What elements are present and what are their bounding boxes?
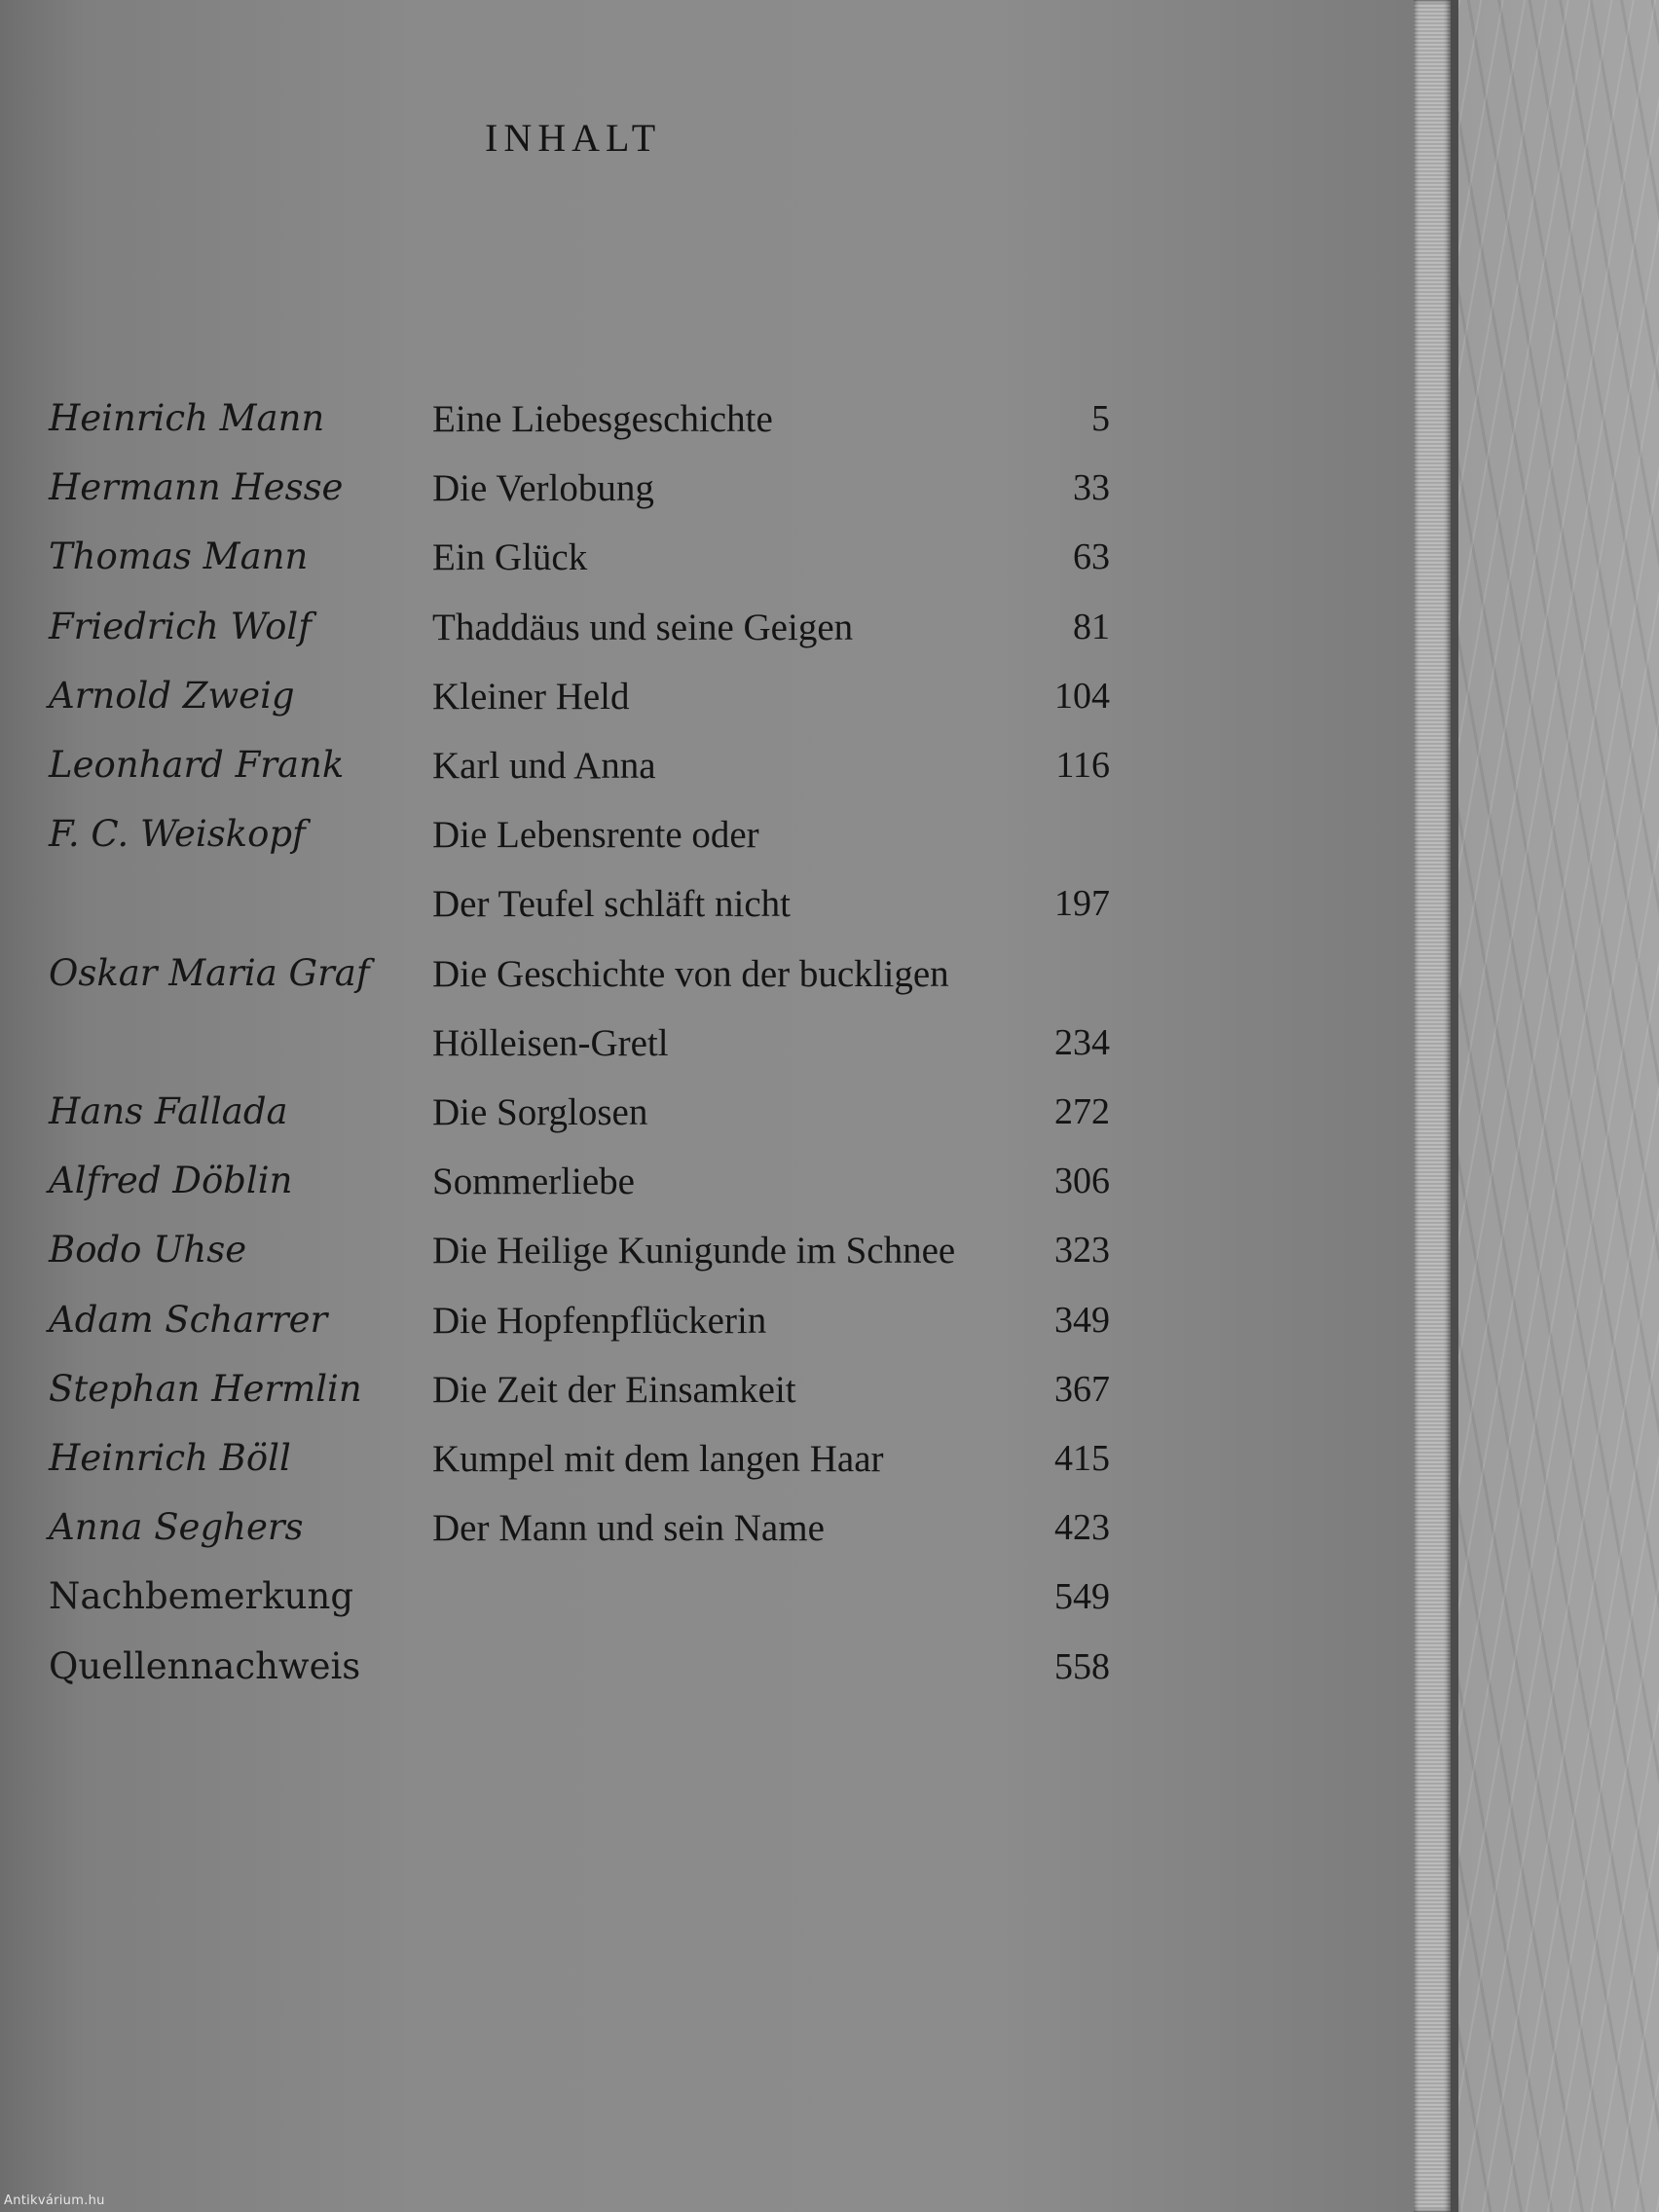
toc-author: F. C. Weiskopf (49, 813, 306, 855)
toc-author: Hans Fallada (49, 1090, 288, 1132)
watermark: Antikvárium.hu (4, 2194, 105, 2208)
toc-work-title: Thaddäus und seine Geigen (432, 607, 854, 648)
toc-author: Alfred Döblin (49, 1160, 293, 1201)
toc-entry (0, 1160, 1414, 1229)
toc-entry (0, 1090, 1414, 1160)
toc-entry (0, 1645, 1414, 1714)
toc-author: Bodo Uhse (49, 1229, 247, 1271)
toc-author: Thomas Mann (49, 535, 309, 577)
toc-page-number: 234 (1054, 1022, 1110, 1063)
toc-page-number: 104 (1054, 676, 1110, 717)
toc-entry (0, 1575, 1414, 1644)
toc-page-number: 81 (1073, 607, 1110, 647)
toc-entry (0, 813, 1414, 882)
book-page-edge (1414, 0, 1451, 2212)
toc-work-title: Die Heilige Kunigunde im Schnee (432, 1230, 956, 1272)
toc-entry (0, 535, 1414, 605)
page-edge-shadow (1451, 0, 1458, 2212)
toc-entry (0, 606, 1414, 675)
toc-page-number: 5 (1091, 398, 1110, 439)
toc-entry (0, 466, 1414, 535)
toc-author: Heinrich Böll (49, 1437, 291, 1479)
toc-page-number: 558 (1054, 1646, 1110, 1687)
toc-author: Friedrich Wolf (49, 606, 312, 647)
toc-page-number: 367 (1054, 1369, 1110, 1410)
toc-author: Adam Scharrer (49, 1299, 328, 1341)
toc-section-label: Quellennachweis (49, 1645, 361, 1687)
toc-page-number: 423 (1054, 1507, 1110, 1548)
toc-author: Anna Seghers (49, 1506, 304, 1548)
toc-work-title: Hölleisen-Gretl (432, 1022, 669, 1064)
toc-entry (0, 1437, 1414, 1506)
toc-page-number: 415 (1054, 1438, 1110, 1479)
toc-entry (0, 1299, 1414, 1368)
toc-entry (0, 744, 1414, 813)
toc-author: Stephan Hermlin (49, 1368, 362, 1410)
toc-page-number: 549 (1054, 1576, 1110, 1617)
toc-page-number: 197 (1054, 883, 1110, 924)
table-surface (1458, 0, 1659, 2212)
toc-work-title: Kumpel mit dem langen Haar (432, 1438, 884, 1480)
toc-author: Arnold Zweig (49, 675, 295, 717)
toc-entry (0, 1021, 1414, 1090)
toc-work-title: Die Verlobung (432, 467, 654, 509)
toc-page-number: 33 (1073, 467, 1110, 508)
toc-work-title: Kleiner Held (432, 676, 630, 718)
toc-author: Leonhard Frank (49, 744, 345, 786)
toc-work-title: Die Geschichte von der buckligen (432, 953, 949, 995)
toc-entry (0, 882, 1414, 951)
toc-work-title: Der Mann und sein Name (432, 1507, 825, 1549)
toc-work-title: Der Teufel schläft nicht (432, 883, 791, 925)
toc-page-number: 306 (1054, 1161, 1110, 1201)
toc-work-title: Sommerliebe (432, 1161, 635, 1202)
toc-work-title: Die Sorglosen (432, 1091, 648, 1133)
toc-entry (0, 1229, 1414, 1298)
toc-author: Oskar Maria Graf (49, 952, 370, 994)
toc-page-number: 349 (1054, 1300, 1110, 1341)
toc-page-number: 63 (1073, 536, 1110, 577)
toc-author: Hermann Hesse (49, 466, 344, 508)
toc-page-number: 323 (1054, 1230, 1110, 1271)
toc-entry (0, 675, 1414, 744)
toc-work-title: Eine Liebesgeschichte (432, 398, 773, 440)
toc-entry (0, 397, 1414, 466)
toc-page-number: 272 (1054, 1091, 1110, 1132)
toc-work-title: Die Lebensrente oder (432, 814, 759, 856)
toc-entry (0, 952, 1414, 1021)
toc-work-title: Karl und Anna (432, 745, 656, 787)
toc-author: Heinrich Mann (49, 397, 325, 439)
toc-section-label: Nachbemerkung (49, 1575, 354, 1617)
toc-entry (0, 1368, 1414, 1437)
toc-work-title: Die Hopfenpflückerin (432, 1300, 767, 1342)
page-title: INHALT (485, 116, 662, 160)
toc-entry (0, 1506, 1414, 1575)
toc-work-title: Ein Glück (432, 536, 588, 578)
toc-work-title: Die Zeit der Einsamkeit (432, 1369, 796, 1411)
toc-page-number: 116 (1055, 745, 1110, 786)
